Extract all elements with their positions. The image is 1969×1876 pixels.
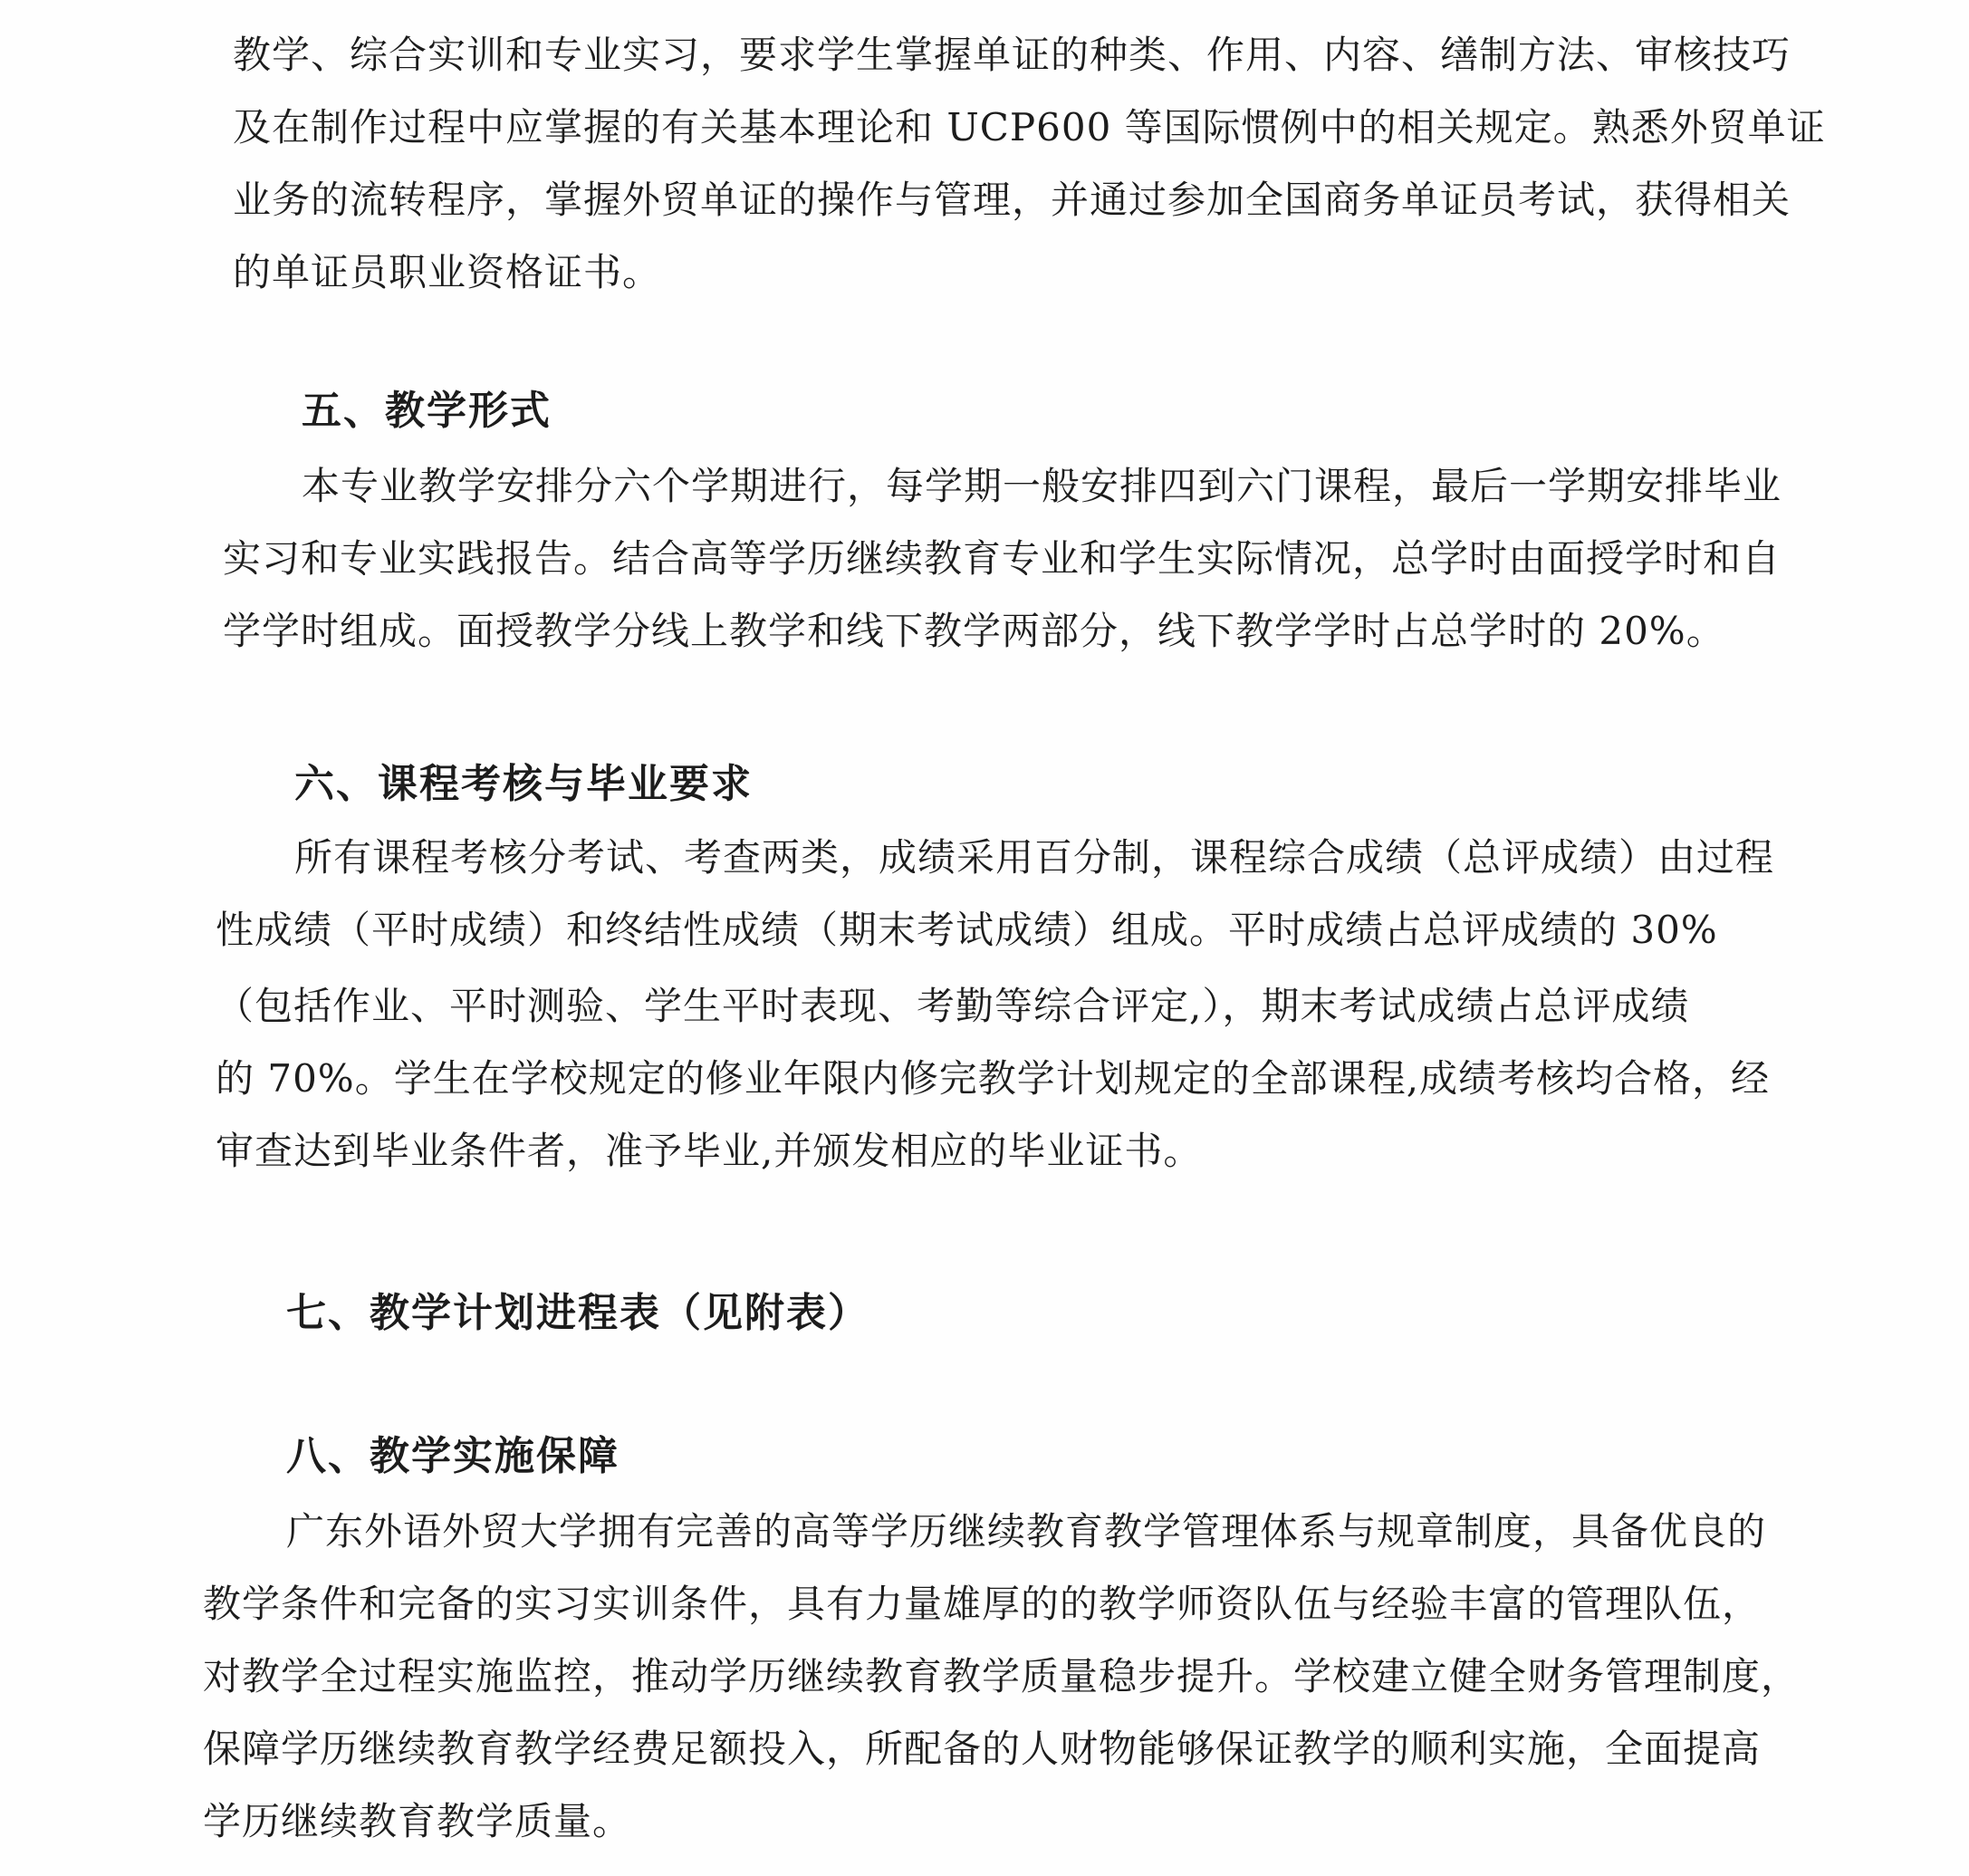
- section-heading-6: 六、课程考核与毕业要求: [294, 761, 753, 807]
- section8-line-3: 对教学全过程实施监控，推动学历继续教育教学质量稳步提升。学校建立健全财务管理制度，: [203, 1654, 1801, 1698]
- section6-line-1: 所有课程考核分考试、考查两类，成绩采用百分制，课程综合成绩（总评成绩）由过程: [294, 835, 1775, 880]
- section8-line-2: 教学条件和完备的实习实训条件，具有力量雄厚的的教学师资队伍与经验丰富的管理队伍，: [203, 1582, 1762, 1626]
- intro-line-4: 的单证员职业资格证书。: [233, 250, 662, 294]
- section5-line-1: 本专业教学安排分六个学期进行，每学期一般安排四到六门课程，最后一学期安排毕业: [302, 464, 1782, 508]
- section-heading-7: 七、教学计划进程表（见附表）: [286, 1290, 869, 1336]
- section6-line-3: （包括作业、平时测验、学生平时表现、考勤等综合评定,），期末考试成绩占总评成绩: [216, 984, 1690, 1028]
- section-heading-5: 五、教学形式: [302, 388, 552, 434]
- section8-line-4: 保障学历继续教育教学经费足额投入，所配备的人财物能够保证教学的顺利实施，全面提高: [203, 1727, 1762, 1771]
- section6-line-4: 的 70%。学生在学校规定的修业年限内修完教学计划规定的全部课程,成绩考核均合格，经: [216, 1056, 1771, 1101]
- section8-line-1: 广东外语外贸大学拥有完善的高等学历继续教育教学管理体系与规章制度，具备优良的: [286, 1509, 1767, 1554]
- section-heading-8: 八、教学实施保障: [286, 1433, 620, 1479]
- section6-line-5: 审查达到毕业条件者，准予毕业,并颁发相应的毕业证书。: [216, 1129, 1203, 1173]
- section8-line-5: 学历继续教育教学质量。: [203, 1799, 632, 1843]
- section6-line-2: 性成绩（平时成绩）和终结性成绩（期末考试成绩）组成。平时成绩占总评成绩的 30%: [216, 908, 1718, 952]
- intro-line-3: 业务的流转程序，掌握外贸单证的操作与管理，并通过参加全国商务单证员考试，获得相关: [233, 178, 1791, 222]
- intro-line-2: 及在制作过程中应掌握的有关基本理论和 UCP600 等国际惯例中的相关规定。熟悉外贸单证: [233, 105, 1826, 149]
- section5-line-2: 实习和专业实践报告。结合高等学历继续教育专业和学生实际情况，总学时由面授学时和自: [223, 536, 1782, 581]
- section5-line-3: 学学时组成。面授教学分线上教学和线下教学两部分，线下教学学时占总学时的 20%。: [223, 609, 1725, 653]
- intro-line-1: 教学、综合实训和专业实习，要求学生掌握单证的种类、作用、内容、缮制方法、审核技巧: [233, 33, 1791, 77]
